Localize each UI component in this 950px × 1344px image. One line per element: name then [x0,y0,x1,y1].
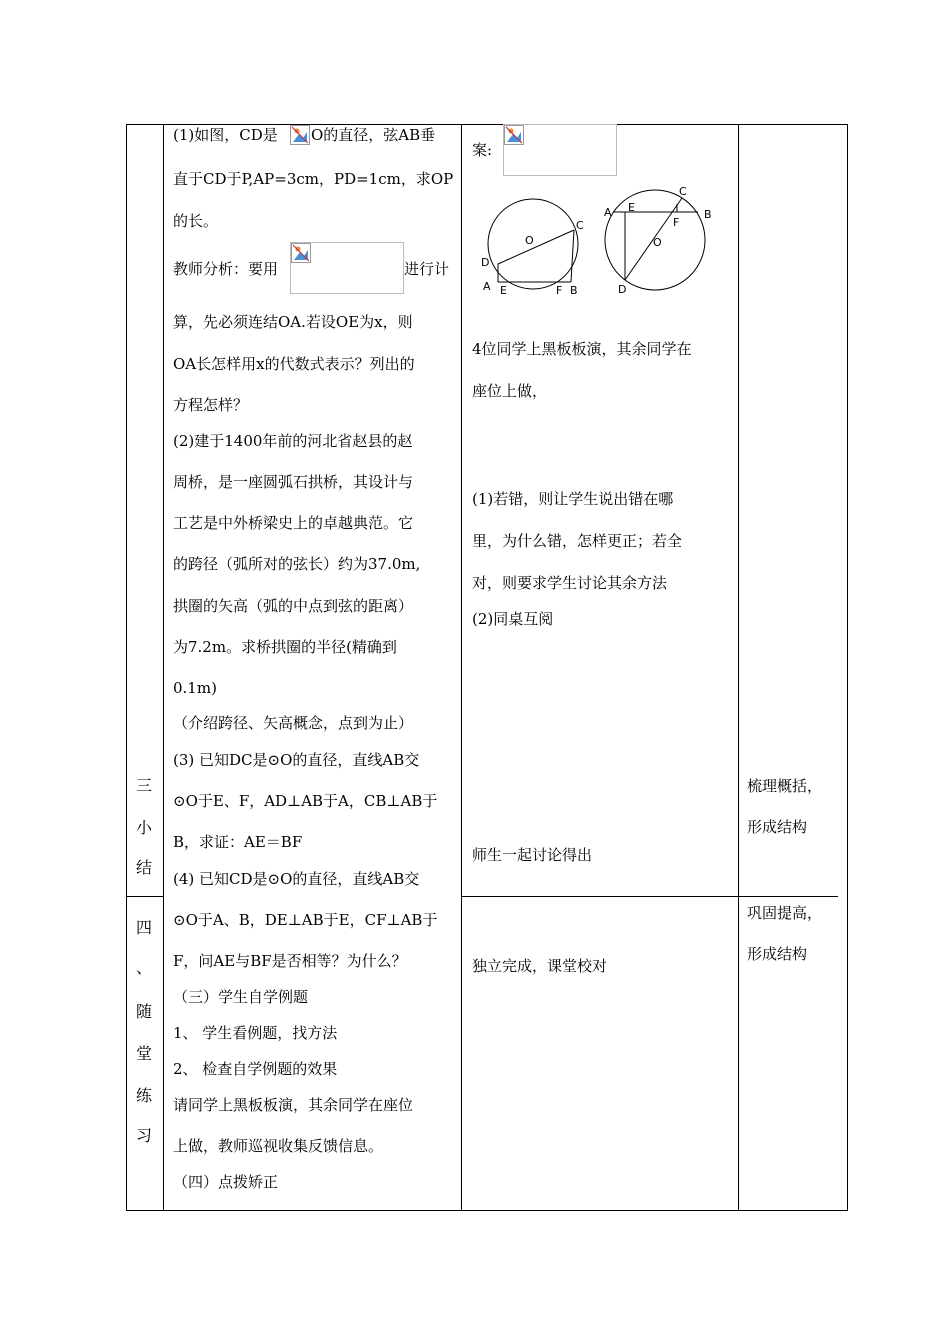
question-2-line-6: 为7.2m。求桥拱圈的半径(精确到 [173,638,397,656]
question-4-line-1: (4) 已知CD是⊙O的直径，直线AB交 [173,870,420,888]
question-3-line-2: ⊙O于E、F，AD⊥AB于A，CB⊥AB于 [173,792,438,810]
section-practice-char: 随 [136,1002,153,1021]
question-3-line-1: (3) 已知DC是⊙O的直径，直线AB交 [173,751,420,769]
section-summary-char: 小 [136,818,153,837]
label-c: C [679,185,687,198]
label-e: E [500,284,507,297]
board-instruction-line-1: 请同学上黑板板演，其余同学在座位 [173,1096,414,1114]
question-1-prefix: (1)如图，CD是 [173,126,278,144]
col-divider-2 [461,124,462,1211]
teacher-analysis-line-3: OA长怎样用x的代数式表示？列出的 [173,355,415,373]
student-board-line-2: 座位上做， [472,382,548,400]
teacher-analysis-suffix: 进行计 [404,260,450,278]
question-2-line-5: 拱圈的矢高（弧的中点到弦的距离） [173,597,414,615]
label-d: D [481,256,490,269]
line-cb [571,230,574,282]
self-study-step-2: 2、 检查自学例题的效果 [173,1060,338,1078]
geometry-diagram-1 [478,192,593,302]
discussion-note: 师生一起讨论得出 [472,846,593,864]
section-practice-char: 、 [136,958,153,977]
question-2-line-4: 的跨径（弧所对的弦长）约为37.0m, [173,555,421,573]
label-d: D [618,283,627,296]
question-4-line-2: ⊙O于A、B，DE⊥AB于E，CF⊥AB于 [173,911,438,929]
broken-image-icon [504,125,524,145]
label-f: F [556,284,563,297]
intro-note: （介绍跨径、矢高概念，点到为止） [173,714,414,732]
question-2-line-2: 周桥，是一座圆弧石拱桥，其设计与 [173,473,414,491]
broken-image-icon [290,125,310,145]
table-right-border [847,124,848,1211]
label-a: A [604,206,612,219]
col-divider-1 [163,124,164,1211]
table-left-border [126,124,127,1211]
practice-intent-line-2: 形成结构 [747,945,808,963]
section-practice-char: 练 [136,1086,153,1105]
section-practice-char: 四 [136,918,153,937]
summary-intent-line-1: 梳理概括， [747,777,823,795]
row-divider-col1 [126,896,163,897]
student-board-line-1: 4位同学上黑板板演，其余同学在 [472,340,692,358]
col-divider-3 [738,124,739,1211]
teacher-analysis-line-4: 方程怎样？ [173,396,249,414]
self-study-heading: （三）学生自学例题 [173,988,309,1006]
label-c: C [576,219,584,232]
section-practice-char: 堂 [136,1044,153,1063]
label-f: F [673,216,680,229]
question-1-line-3: 的长。 [173,212,219,230]
section-summary-char: 三 [136,776,153,795]
peer-review: (2)同桌互阅 [472,610,554,628]
error-check-line-3: 对，则要求学生讨论其余方法 [472,574,668,592]
diameter-dc [498,230,574,264]
error-check-line-2: 里，为什么错，怎样更正；若全 [472,532,683,550]
row-divider-col3 [461,896,738,897]
section-summary-char: 结 [136,858,153,877]
question-4-line-3: F，问AE与BF是否相等？为什么？ [173,952,407,970]
label-o: O [653,236,662,249]
label-b: B [570,284,578,297]
label-a: A [483,280,491,293]
board-instruction-line-2: 上做，教师巡视收集反馈信息。 [173,1137,384,1155]
error-check-line-1: (1)若错，则让学生说出错在哪 [472,490,674,508]
geometry-diagram-2 [598,184,723,299]
question-2-line-7: 0.1m) [173,679,217,697]
answer-label: 案: [472,141,493,159]
row-divider-col4 [738,896,838,897]
teacher-analysis-line-2: 算，先必须连结OA.若设OE为x，则 [173,313,413,331]
self-study-step-1: 1、 学生看例题，找方法 [173,1024,338,1042]
question-1-line-2: 直于CD于P,AP=3cm，PD=1cm，求OP [173,170,454,188]
summary-intent-line-2: 形成结构 [747,818,808,836]
practice-intent-line-1: 巩固提高， [747,904,823,922]
guide-heading: （四）点拨矫正 [173,1173,279,1191]
table-bottom-border [126,1210,848,1211]
broken-image-icon [291,243,311,263]
teacher-analysis-prefix: 教师分析：要用 [173,260,279,278]
question-2-line-3: 工艺是中外桥梁史上的卓越典范。它 [173,514,414,532]
question-2-line-1: (2)建于1400年前的河北省赵县的赵 [173,432,413,450]
label-b: B [704,208,712,221]
question-3-line-3: B，求证：AE＝BF [173,833,303,851]
label-o: O [525,234,534,247]
label-e: E [628,201,635,214]
independent-note: 独立完成，课堂校对 [472,957,608,975]
section-practice-char: 习 [136,1126,153,1145]
question-1-suffix: O的直径，弦AB垂 [311,126,436,144]
